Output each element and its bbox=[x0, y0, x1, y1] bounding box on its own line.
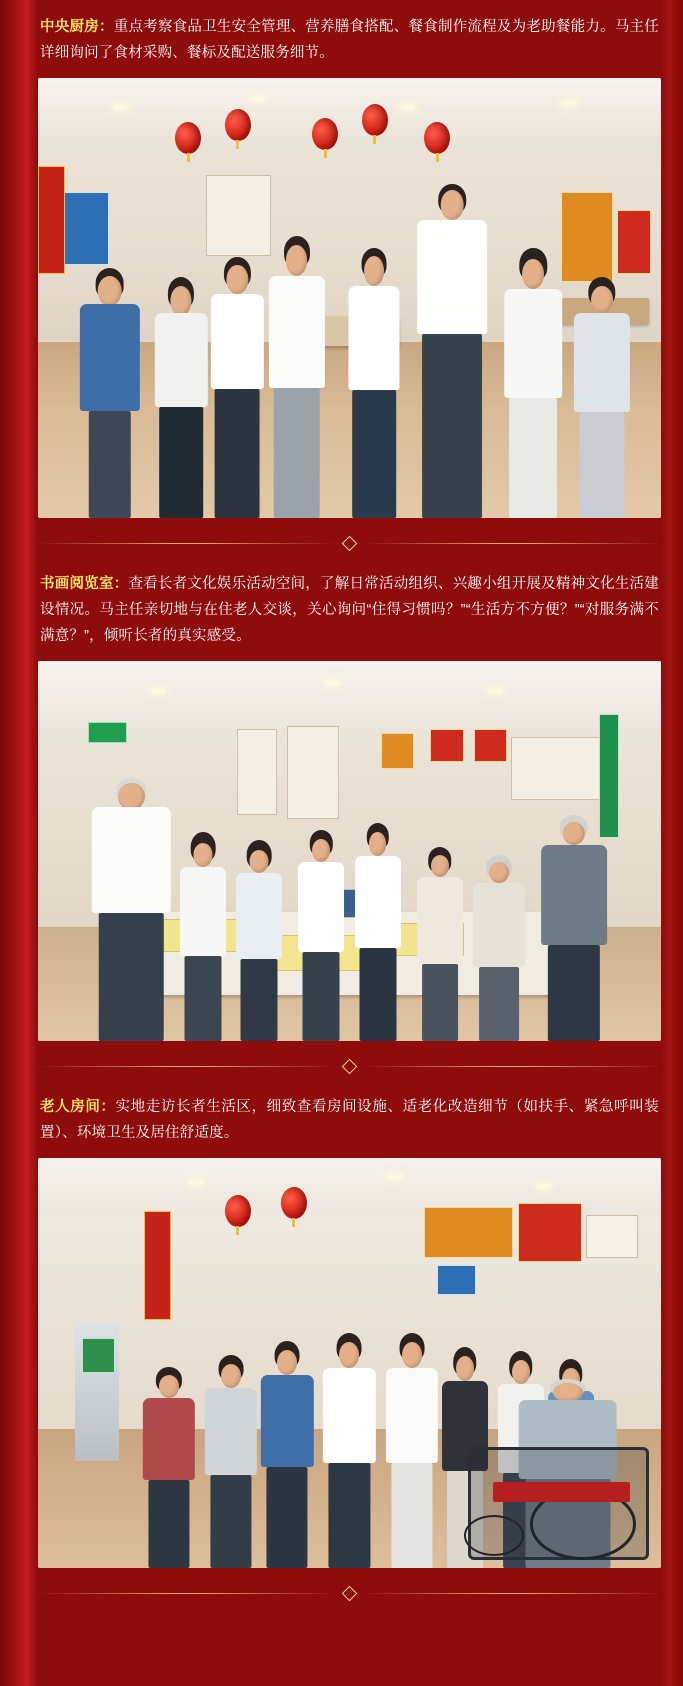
photo-elderly-room bbox=[38, 1158, 661, 1568]
divider-1 bbox=[38, 524, 661, 557]
paragraph-body-calligraphy-reading-room: 查看长者文化娱乐活动空间，了解日常活动组织、兴趣小组开展及精神文化生活建设情况。马主任亲切地与在住老人交谈，关心询问“住得习惯吗？”“生活方不方便？”“对服务满不满意？”，倾听长者的真实感受。 bbox=[40, 576, 659, 644]
divider-line-left bbox=[38, 1593, 336, 1594]
paragraph-elderly-room bbox=[38, 1080, 661, 1146]
section-calligraphy-reading-room bbox=[38, 557, 661, 1041]
photo-central-kitchen bbox=[38, 78, 661, 518]
section-elderly-room bbox=[38, 1080, 661, 1568]
divider-diamond-icon bbox=[342, 1059, 358, 1075]
divider-line-right bbox=[363, 1593, 661, 1594]
paragraph-body-elderly-room: 实地走访长者生活区，细致查看房间设施、适老化改造细节（如扶手、紧急呼叫装置）、环境卫生及居住舒适度。 bbox=[40, 1099, 660, 1141]
divider-line-left bbox=[38, 543, 336, 544]
paragraph-lead-calligraphy-reading-room: 书画阅览室： bbox=[40, 576, 129, 592]
photo-image-central-kitchen bbox=[38, 78, 661, 518]
paragraph-calligraphy-reading-room bbox=[38, 557, 661, 649]
photo-image-elderly-room bbox=[38, 1158, 661, 1568]
paragraph-body-central-kitchen: 重点考察食品卫生安全管理、营养膳食搭配、餐食制作流程及为老助餐能力。马主任详细询问了食材采购、餐标及配送服务细节。 bbox=[40, 19, 659, 61]
paragraph-lead-central-kitchen: 中央厨房： bbox=[40, 19, 114, 35]
photo-image-calligraphy-reading-room bbox=[38, 661, 661, 1041]
divider-diamond-icon bbox=[342, 536, 358, 552]
section-central-kitchen bbox=[38, 0, 661, 518]
divider-3 bbox=[38, 1574, 661, 1607]
divider-line-right bbox=[363, 543, 661, 544]
divider-line-right bbox=[363, 1066, 661, 1067]
divider-diamond-icon bbox=[342, 1586, 358, 1602]
paragraph-central-kitchen bbox=[38, 0, 661, 66]
divider-2 bbox=[38, 1047, 661, 1080]
paragraph-lead-elderly-room: 老人房间： bbox=[40, 1099, 116, 1115]
article-content bbox=[38, 0, 661, 1607]
divider-line-left bbox=[38, 1066, 336, 1067]
photo-calligraphy-reading-room bbox=[38, 661, 661, 1041]
